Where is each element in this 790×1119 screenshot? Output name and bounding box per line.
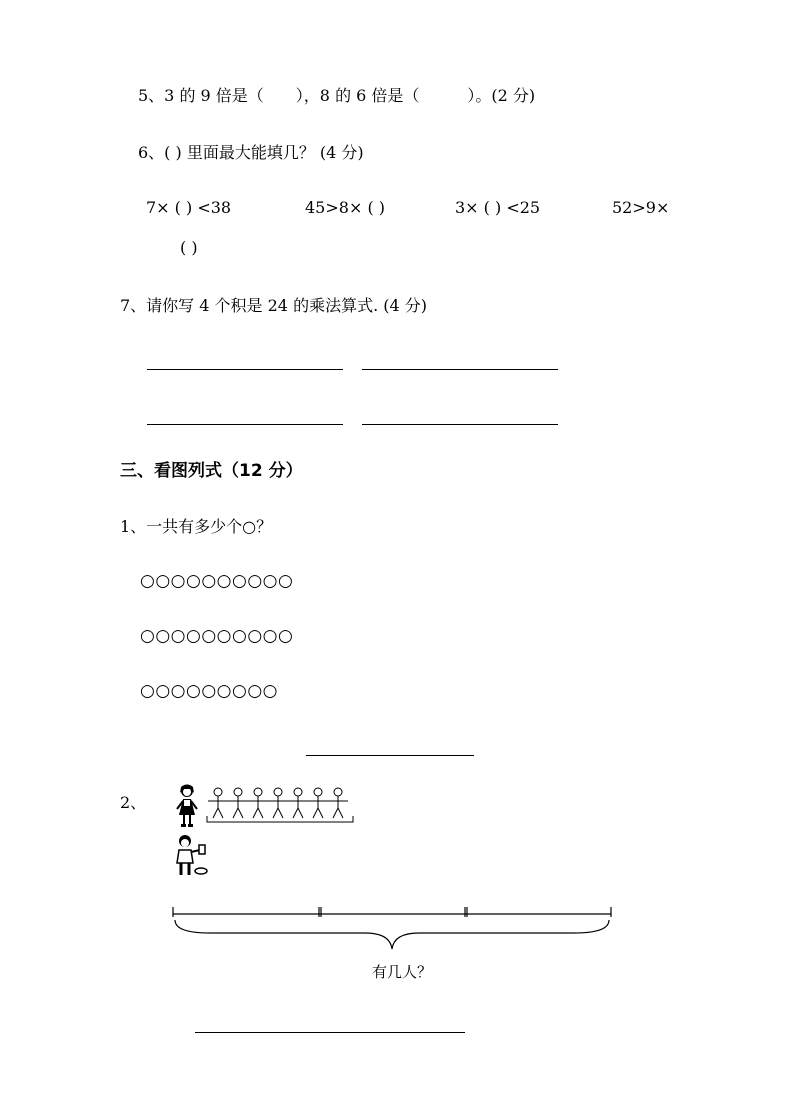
answer-line-problem-2[interactable] <box>195 1032 465 1033</box>
paper-doll-chain-icon <box>205 786 355 826</box>
answer-line-2[interactable] <box>362 369 558 370</box>
question-6: 6、( ) 里面最大能填几？ (4 分) <box>138 143 364 162</box>
boy-figure-icon <box>173 833 213 878</box>
question-5: 5、3 的 9 倍是（ ），8 的 6 倍是（ ）。(2 分) <box>138 86 536 105</box>
answer-line-problem-1[interactable] <box>306 755 474 756</box>
answer-line-4[interactable] <box>362 424 558 425</box>
brace-question-label: 有几人？ <box>372 963 433 981</box>
problem-1: 1、一共有多少个○？ <box>120 517 273 536</box>
girl-figure-icon <box>172 783 202 828</box>
q6-item-4: 52>9× <box>612 198 670 217</box>
circle-row-3: ○○○○○○○○○ <box>140 681 279 701</box>
circle-row-2: ○○○○○○○○○○ <box>140 626 294 646</box>
q6-item-3: 3× ( ) <25 <box>455 198 541 217</box>
q6-item-4-continuation: ( ) <box>180 238 198 257</box>
segment-bar-diagram <box>170 905 615 953</box>
answer-line-1[interactable] <box>147 369 343 370</box>
circle-row-1: ○○○○○○○○○○ <box>140 571 294 591</box>
question-7: 7、请你写 4 个积是 24 的乘法算式. (4 分) <box>120 296 427 315</box>
problem-2-label: 2、 <box>120 793 147 812</box>
section-3-title: 三、看图列式（12 分） <box>120 461 303 481</box>
q6-item-2: 45>8× ( ) <box>305 198 386 217</box>
answer-line-3[interactable] <box>147 424 343 425</box>
q6-item-1: 7× ( ) <38 <box>146 198 232 217</box>
